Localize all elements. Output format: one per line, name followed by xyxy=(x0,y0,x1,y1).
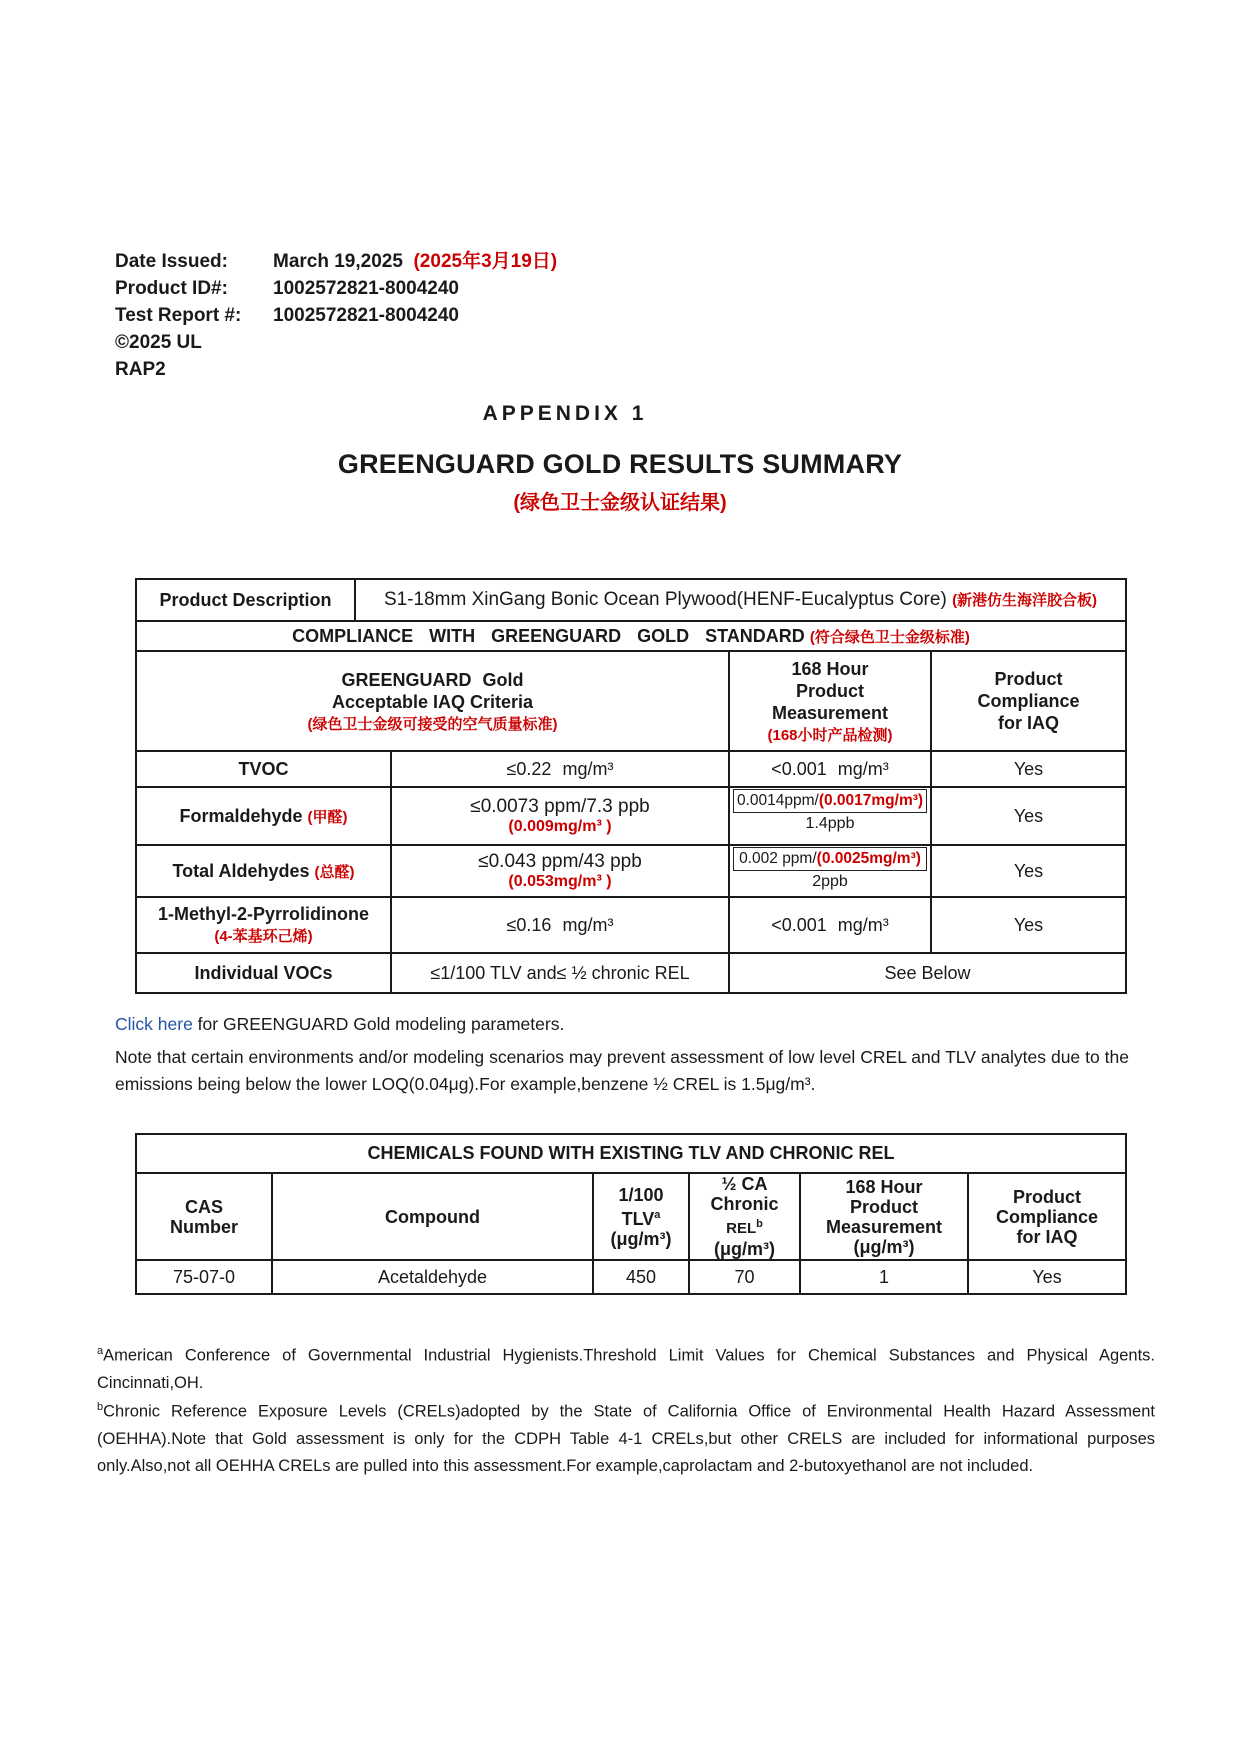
compound-header: Compound xyxy=(272,1173,593,1260)
iaq-row-1-methyl-2-pyrrolidinone xyxy=(136,897,1126,953)
iaq-row-total-aldehydes xyxy=(136,845,1126,897)
measurement-value: 0.0014ppm/(0.0017mg/m³) 1.4ppb xyxy=(729,787,931,845)
page-subtitle-cn: (绿色卫士金级认证结果) xyxy=(513,492,727,514)
analyte-name: 1-Methyl-2-Pyrrolidinone (4-苯基环己烯) xyxy=(136,897,391,953)
measurement-header: 168 Hour Product Measurement (μg/m³) xyxy=(800,1173,968,1260)
criteria-column-header-cn: (绿色卫士金级可接受的空气质量标准) xyxy=(307,715,558,733)
analyte-name-cn: (总醛) xyxy=(314,863,355,881)
click-here-link[interactable]: Click here xyxy=(115,1014,193,1034)
chemicals-header-row xyxy=(136,1173,1126,1260)
compliance-heading: COMPLIANCE WITH GREENGUARD GOLD STANDARD (符合绿色卫士金级标准) xyxy=(136,621,1126,651)
chemicals-data-row xyxy=(136,1260,1126,1294)
compliance-value: Yes xyxy=(931,897,1126,953)
date-issued-value-cn: (2025年3月19日) xyxy=(413,251,558,272)
product-id-value: 1002572821-8004240 xyxy=(273,278,459,299)
copyright-line: ©2025 UL xyxy=(115,332,202,353)
date-issued-label: Date Issued: xyxy=(115,251,228,272)
compliance-value: Yes xyxy=(931,845,1126,897)
criteria-column-header: GREENGUARD Gold Acceptable IAQ Criteria (绿色卫士金级可接受的空气质量标准) xyxy=(136,651,729,751)
criteria-value: ≤1/100 TLV and≤ ½ chronic REL xyxy=(391,953,729,993)
chemicals-table xyxy=(135,1133,1127,1295)
measurement-value: 1 xyxy=(800,1260,968,1294)
analyte-name-cn: (4-苯基环己烯) xyxy=(214,928,313,945)
compound-value: Acetaldehyde xyxy=(272,1260,593,1294)
product-description-label: Product Description xyxy=(136,579,355,621)
measurement-value: 0.002 ppm/(0.0025mg/m³) 2ppb xyxy=(729,845,931,897)
footnote-a-text: American Conference of Governmental Industrial Hygienists.Threshold Limit Values for Chemical Substances and Physical Agents. Cincinnati,OH. xyxy=(97,1346,1155,1392)
test-report-label: Test Report #: xyxy=(115,305,242,326)
product-id-label: Product ID#: xyxy=(115,278,228,299)
footnote-a xyxy=(97,1338,1155,1397)
criteria-value-red: (0.053mg/m³ ) xyxy=(508,873,612,890)
analyte-name: TVOC xyxy=(136,751,391,787)
footnote-b xyxy=(97,1394,1155,1480)
appendix-title: APPENDIX 1 xyxy=(482,402,648,425)
compliance-column-header: Product Compliance for IAQ xyxy=(931,651,1126,751)
note-paragraph: Note that certain environments and/or modeling scenarios may prevent assessment of low level CREL and TLV analytes due to the emissions being below the lower LOQ(0.04μg).For example,benzene ½ CREL is 1.5μg/m³. xyxy=(115,1047,1129,1094)
criteria-value: ≤0.22 mg/m³ xyxy=(391,751,729,787)
chemicals-table-title-row xyxy=(136,1134,1126,1173)
test-report-value: 1002572821-8004240 xyxy=(273,305,459,326)
measurement-column-header-cn: (168小时产品检测) xyxy=(767,726,893,744)
measurement-value: <0.001 mg/m³ xyxy=(729,751,931,787)
page-title: GREENGUARD GOLD RESULTS SUMMARY xyxy=(337,449,903,479)
analyte-name: Individual VOCs xyxy=(136,953,391,993)
modeling-parameters-line xyxy=(115,1014,1130,1035)
compliance-value: Yes xyxy=(931,787,1126,845)
rap-code: RAP2 xyxy=(115,359,166,380)
cas-number-value: 75-07-0 xyxy=(136,1260,272,1294)
modeling-parameters-text: for GREENGUARD Gold modeling parameters. xyxy=(192,1014,565,1034)
cas-number-header: CAS Number xyxy=(136,1173,272,1260)
analyte-name: Total Aldehydes (总醛) xyxy=(136,845,391,897)
criteria-value: ≤0.0073 ppm/7.3 ppb (0.009mg/m³ ) xyxy=(391,787,729,845)
footnote-b-text: Chronic Reference Exposure Levels (CRELs)adopted by the State of California Office of Environmental Health Hazard Assessment (OEHHA).Note that Gold assessment is only for the CDPH Table 4-1 CRELs,but other CRELS are included for informational purposes only.Also,not all OEHHA CRELs are pulled into this assessment.For example,caprolactam and 2-butoxyethanol are not included. xyxy=(97,1402,1155,1475)
measurement-value: <0.001 mg/m³ xyxy=(729,897,931,953)
compliance-value: Yes xyxy=(931,751,1126,787)
see-below-value: See Below xyxy=(729,953,1126,993)
criteria-value: ≤0.043 ppm/43 ppb (0.053mg/m³ ) xyxy=(391,845,729,897)
iaq-row-tvoc xyxy=(136,751,1126,787)
document-header xyxy=(115,248,557,383)
compliance-value: Yes xyxy=(968,1260,1126,1294)
product-description-row xyxy=(136,579,1126,621)
tlv-value: 450 xyxy=(593,1260,689,1294)
compliance-heading-cn: (符合绿色卫士金级标准) xyxy=(809,628,970,646)
chronic-rel-value: 70 xyxy=(689,1260,800,1294)
footnote-a-marker: a xyxy=(97,1345,104,1357)
criteria-value: ≤0.16 mg/m³ xyxy=(391,897,729,953)
iaq-header-row xyxy=(136,651,1126,751)
analyte-name: Formaldehyde (甲醛) xyxy=(136,787,391,845)
greenguard-results-table xyxy=(135,578,1127,994)
analyte-name-cn: (甲醛) xyxy=(307,808,348,826)
compliance-header: Product Compliance for IAQ xyxy=(968,1173,1126,1260)
product-description-value-cn: (新港仿生海洋胶合板) xyxy=(952,592,1098,609)
tlv-header: 1/100 TLV$^a$ (μg/m³) xyxy=(593,1173,689,1260)
product-description-value: S1-18mm XinGang Bonic Ocean Plywood(HENF-Eucalyptus Core) (新港仿生海洋胶合板) xyxy=(355,579,1126,621)
measurement-column-header: 168 Hour Product Measurement (168小时产品检测) xyxy=(729,651,931,751)
compliance-heading-row xyxy=(136,621,1126,651)
footnote-b-marker: b xyxy=(97,1401,104,1413)
date-issued-value: March 19,2025 (2025年3月19日) xyxy=(273,251,558,272)
chronic-rel-header: ½ CA Chronic REL$^b$ (μg/m³) xyxy=(689,1173,800,1260)
iaq-row-formaldehyde xyxy=(136,787,1126,845)
criteria-value-red: (0.009mg/m³ ) xyxy=(508,818,612,835)
chemicals-table-title: CHEMICALS FOUND WITH EXISTING TLV AND CHRONIC REL xyxy=(136,1134,1126,1173)
iaq-row-individual-vocs xyxy=(136,953,1126,993)
